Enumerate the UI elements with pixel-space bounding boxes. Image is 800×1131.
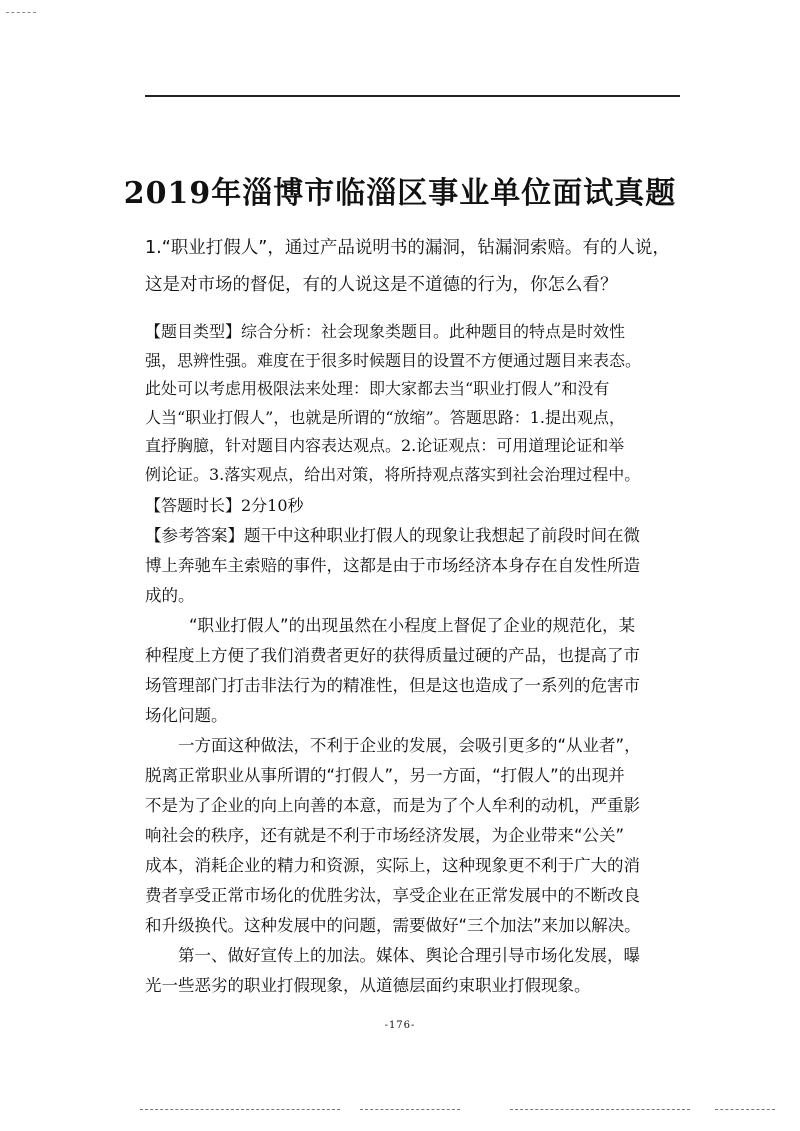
answer-time: 【答题时长】2分10秒 [145, 496, 304, 515]
answer-line: 成的。 [145, 586, 195, 605]
question-line: 这是对市场的督促，有的人说这是不道德的行为，你怎么看？ [145, 275, 618, 295]
answer-line-text: 一方面这种做法，不利于企业的发展，会吸引更多的“从业者”， [178, 736, 641, 755]
scan-edge-mark [715, 1109, 775, 1110]
scan-edge-mark [510, 1109, 690, 1110]
header-rule [145, 95, 680, 97]
answer-line: 费者享受正常市场化的优胜劣汰，享受企业在正常发展中的不断改良 [145, 886, 640, 905]
answer-line: 【参考答案】题干中这种职业打假人的现象让我想起了前段时间在微 [145, 526, 640, 545]
question-text [145, 230, 685, 304]
page-number: -176- [384, 1020, 416, 1031]
scan-edge-mark [140, 1109, 340, 1110]
answer-line: 和升级换代。这种发展中的问题，需要做好“三个加法”来加以解决。 [145, 916, 641, 935]
answer-line [145, 731, 685, 761]
reference-answer [145, 521, 685, 1001]
scan-edge-mark [360, 1109, 460, 1110]
analysis-line: 人当“职业打假人”，也就是所谓的“放缩”。答题思路：1.提出观点， [145, 407, 625, 427]
answer-line [145, 611, 685, 641]
answer-line: 成本，消耗企业的精力和资源，实际上，这种现象更不利于广大的消 [145, 856, 640, 875]
analysis-line: 例论证。3.落实观点，给出对策，将所持观点落实到社会治理过程中。 [145, 464, 641, 484]
answer-line: 博上奔驰车主索赔的事件，这都是由于市场经济本身存在自发性所造 [145, 556, 640, 575]
page-title: 2019年淄博市临淄区事业单位面试真题 [123, 176, 677, 211]
answer-line: 光一些恶劣的职业打假现象，从道德层面约束职业打假现象。 [145, 976, 591, 995]
scan-mark [6, 12, 36, 13]
answer-line [145, 941, 685, 971]
answer-line-text: 第一、做好宣传上的加法。媒体、舆论合理引导市场化发展，曝 [178, 946, 640, 965]
analysis-line: 此处可以考虑用极限法来处理：即大家都去当“职业打假人”和没有 [145, 379, 610, 398]
answer-line-text: “职业打假人”的出现虽然在小程度上督促了企业的规范化，某 [189, 616, 636, 635]
answer-line: 脱离正常职业从事所谓的“打假人”，另一方面，“打假人”的出现并 [145, 766, 625, 785]
question-analysis [145, 318, 685, 489]
analysis-line: 强，思辨性强。难度在于很多时候题目的设置不方便通过题目来表态。 [145, 350, 642, 370]
answer-line: 场管理部门打击非法行为的精准性，但是这也造成了一系列的危害市 [145, 676, 640, 695]
answer-line: 种程度上方便了我们消费者更好的获得质量过硬的产品，也提高了市 [145, 646, 640, 665]
answer-line: 场化问题。 [145, 706, 228, 725]
answer-line: 响社会的秩序，还有就是不利于市场经济发展，为企业带来“公关” [145, 826, 625, 845]
analysis-line: 直抒胸臆，针对题目内容表达观点。2.论证观点：可用道理论证和举 [145, 436, 625, 455]
answer-line: 不是为了企业的向上向善的本意，而是为了个人牟利的动机，严重影 [145, 796, 640, 815]
analysis-line: 【题目类型】综合分析：社会现象类题目。此种题目的特点是时效性 [145, 322, 626, 341]
question-line: 1.“职业打假人”，通过产品说明书的漏洞，钻漏洞索赔。有的人说， [145, 238, 670, 258]
